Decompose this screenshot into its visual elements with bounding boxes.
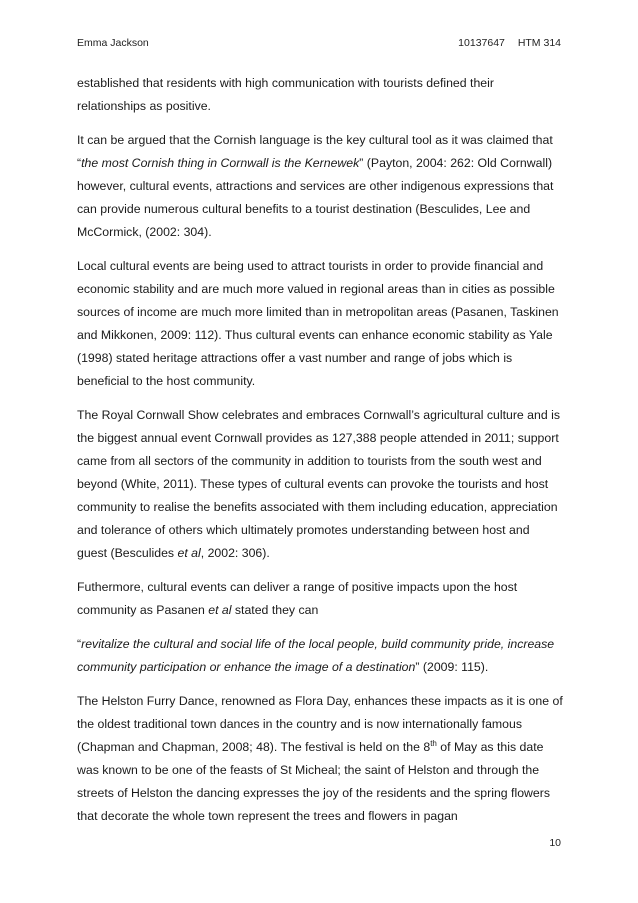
paragraph-text: The Royal Cornwall Show celebrates and embraces Cornwall’s agricultural culture and is the biggest annual event Cornwall provides as 127,388 people attended in 2011; support came from all sectors of the community in addition to tourists from the south west and beyond (White, 2011). These types of cultural events can provoke the tourists and host community to realise the benefits associated with them including education, appreciation and tolerance of others which ultimately promotes understanding between host and guest (Besculides — [77, 408, 560, 560]
header-right — [448, 37, 561, 49]
paragraph — [77, 690, 563, 828]
paragraph — [77, 72, 563, 118]
author-name: Emma Jackson — [77, 37, 149, 49]
superscript: th — [430, 738, 437, 748]
paragraph-text: Futhermore, cultural events can deliver a range of positive impacts upon the host community as Pasanen — [77, 580, 518, 617]
paragraph-text: , 2002: 306). — [200, 546, 270, 560]
paragraph — [77, 129, 563, 244]
page-number: 10 — [549, 837, 561, 849]
paragraph — [77, 576, 563, 622]
block-quote — [77, 633, 563, 679]
italic-text: et al — [177, 546, 201, 560]
paragraph-text: ” (2009: 115). — [415, 660, 489, 674]
quoted-text: the most Cornish thing in Cornwall is the Kernewek — [81, 156, 360, 170]
course-code: HTM 314 — [517, 37, 561, 49]
quoted-text: revitalize the cultural and social life of the local people, build community pride, increase community participation or enhance the image of a destination — [77, 637, 555, 674]
paragraph-text: Local cultural events are being used to attract tourists in order to provide financial and economic stability and are much more valued in regional areas than in cities as possible sources of income are much more limited than in metropolitan areas (Pasanen, Taskinen and Mikkonen, 2009: 112). Thus cultural events can enhance economic stability as Yale (1998) stated heritage attractions offer a vast number and range of jobs which is beneficial to the host community. — [77, 259, 559, 388]
student-id: 10137647 — [458, 37, 505, 49]
paragraph-text: “ — [77, 637, 82, 651]
italic-text: et al — [208, 603, 232, 617]
paragraph-text: established that residents with high communication with tourists defined their relationships as positive. — [77, 76, 494, 113]
paragraph-text: of May as this date was known to be one of the feasts of St Micheal; the saint of Helston and through the streets of Helston the dancing expresses the joy of the residents and the spring flowers that decorate the whole town represent the trees and flowers in pagan — [77, 740, 551, 823]
paragraph-text: ” (Payton, 2004: 262: Old Cornwall) however, cultural events, attractions and services are other indigenous expressions that can provide numerous cultural benefits to a tourist destination (Besculides, Lee and McCormick, (2002: 304). — [77, 156, 554, 239]
paragraph — [77, 404, 563, 565]
paragraph-text: stated they can — [231, 603, 319, 617]
paragraph-text: It can be argued that the Cornish language is the key cultural tool as it was claimed that “ — [77, 133, 553, 170]
paragraph — [77, 255, 563, 393]
paragraph-text: The Helston Furry Dance, renowned as Flora Day, enhances these impacts as it is one of the oldest traditional town dances in the country and is now internationally famous (Chapman and Chapman, 2008; 48). The festival is held on the 8 — [77, 694, 563, 754]
page-body — [77, 72, 563, 839]
